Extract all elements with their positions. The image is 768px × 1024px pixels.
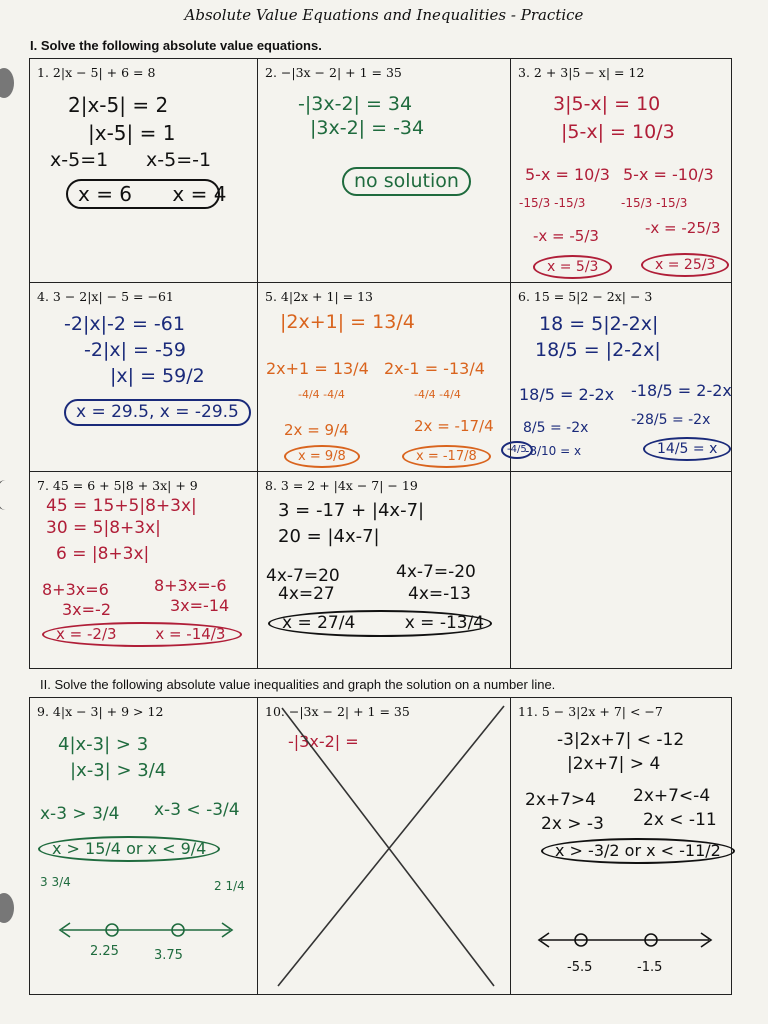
problem-4-work-2: -2|x| = -59 — [84, 339, 187, 361]
problem-1-work-2: |x-5| = 1 — [88, 121, 176, 145]
problem-1-answer-box — [66, 179, 227, 209]
problem-3-work-7: -x = -5/3 — [533, 227, 599, 245]
problem-11-answer: x > -3/2 or x < -11/2 — [541, 838, 735, 864]
problem-11-work-6: 2x < -11 — [643, 810, 717, 830]
problem-5-work-4: -4/4 -4/4 — [298, 388, 345, 401]
problem-2-prompt: 2. −|3x − 2| + 1 = 35 — [265, 65, 402, 80]
problem-4-prompt: 4. 3 − 2|x| − 5 = −61 — [37, 289, 174, 304]
problem-6-work-5: 8/5 = -2x — [523, 420, 589, 436]
problem-3-prompt: 3. 2 + 3|5 − x| = 12 — [518, 65, 645, 80]
problem-7-work-2: 30 = 5|8+3x| — [46, 518, 161, 538]
problem-3-work-1: 3|5-x| = 10 — [553, 93, 661, 115]
problem-11-nl-label-a: -5.5 — [567, 960, 593, 975]
punch-hole-bottom — [0, 893, 14, 923]
worksheet-title: Absolute Value Equations and Inequalities - Practice — [184, 6, 584, 24]
problem-7-work-4: 8+3x=6 — [42, 580, 109, 599]
problem-9-cell — [30, 698, 258, 994]
problem-8-work-3: 4x-7=20 — [266, 566, 340, 586]
problem-8-work-6: 4x=-13 — [408, 584, 471, 604]
problem-1-cell — [30, 59, 258, 283]
problem-3-work-4: 5-x = -10/3 — [623, 165, 714, 184]
problem-11-work-3: 2x+7>4 — [525, 790, 596, 810]
problem-9-prompt: 9. 4|x − 3| + 9 > 12 — [37, 704, 164, 719]
problem-11-work-5: 2x > -3 — [541, 814, 604, 834]
problem-6-cell — [507, 283, 732, 472]
problem-9-number-line — [56, 918, 236, 942]
empty-cell — [511, 472, 731, 668]
problem-7-answer-a: x = -2/3 — [56, 625, 117, 643]
problem-5-answer-a: x = 9/8 — [284, 445, 360, 468]
problem-9-work-5: 3 3/4 — [40, 875, 71, 889]
problem-3-work-5: -15/3 -15/3 — [519, 196, 586, 210]
problem-5-work-3: 2x-1 = -13/4 — [384, 359, 485, 378]
problem-11-work-4: 2x+7<-4 — [633, 786, 711, 806]
problem-8-answer-b: x = -13/4 — [404, 613, 485, 633]
problem-11-work-2: |2x+7| > 4 — [567, 754, 661, 774]
problem-6-work-4: -18/5 = 2-2x — [631, 381, 732, 400]
problem-9-work-6: 2 1/4 — [214, 879, 245, 893]
problem-9-work-1: 4|x-3| > 3 — [58, 734, 149, 755]
problem-6-prompt: 6. 15 = 5|2 − 2x| − 3 — [518, 289, 653, 304]
problem-7-work-7: 3x=-14 — [170, 596, 230, 615]
problem-7-work-5: 8+3x=-6 — [154, 576, 227, 595]
problem-4-work-3: |x| = 59/2 — [110, 365, 205, 387]
punch-hole-top — [0, 68, 14, 98]
problem-5-work-2: 2x+1 = 13/4 — [266, 359, 369, 378]
problem-8-work-4: 4x-7=-20 — [396, 562, 476, 582]
problem-7-work-3: 6 = |8+3x| — [56, 544, 150, 564]
problem-2-work-2: |3x-2| = -34 — [310, 117, 425, 139]
problem-6-work-3: 18/5 = 2-2x — [519, 385, 615, 404]
problem-9-nl-label-b: 3.75 — [154, 948, 183, 963]
problem-6-answer-b: 14/5 = x — [643, 437, 731, 461]
problem-1-work-3: x-5=1 — [50, 149, 109, 171]
problem-3-work-3: 5-x = 10/3 — [525, 165, 610, 184]
problem-8-prompt: 8. 3 = 2 + |4x − 7| − 19 — [265, 478, 418, 493]
problem-10-work-1: -|3x-2| = — [288, 732, 359, 751]
problem-9-answer: x > 15/4 or x < 9/4 — [38, 836, 220, 862]
problem-1-prompt: 1. 2|x − 5| + 6 = 8 — [37, 65, 156, 80]
problem-3-work-2: |5-x| = 10/3 — [561, 121, 675, 143]
problem-11-cell — [511, 698, 731, 994]
problem-9-work-3: x-3 > 3/4 — [40, 804, 120, 824]
problem-11-nl-label-b: -1.5 — [637, 960, 663, 975]
problem-4-cell — [30, 283, 258, 472]
problem-7-cell — [30, 472, 258, 668]
problem-5-work-6: 2x = 9/4 — [284, 421, 349, 439]
problem-3-cell — [511, 59, 731, 283]
problem-5-work-5: -4/4 -4/4 — [414, 388, 461, 401]
problem-9-work-2: |x-3| > 3/4 — [70, 760, 167, 781]
problem-6-work-6: -28/5 = -2x — [631, 412, 711, 428]
problem-1-work-1: 2|x-5| = 2 — [68, 93, 169, 117]
equations-grid — [29, 58, 732, 669]
section-2-heading: II. Solve the following absolute value inequalities and graph the solution on a number line. — [40, 677, 556, 692]
problem-8-work-5: 4x=27 — [278, 584, 335, 604]
problem-8-work-1: 3 = -17 + |4x-7| — [278, 500, 425, 521]
problem-8-cell — [258, 472, 511, 668]
problem-6-work-2: 18/5 = |2-2x| — [535, 339, 661, 361]
problem-3-answer-a: x = 5/3 — [533, 255, 612, 279]
inequalities-grid — [29, 697, 732, 995]
problem-11-work-1: -3|2x+7| < -12 — [557, 730, 685, 750]
punch-hole-middle — [0, 480, 17, 510]
problem-7-work-1: 45 = 15+5|8+3x| — [46, 496, 197, 516]
problem-4-answer: x = 29.5, x = -29.5 — [64, 399, 251, 426]
problem-4-work-1: -2|x|-2 = -61 — [64, 313, 185, 335]
problem-10-cell — [258, 698, 511, 994]
problem-1-answer-b: x = 4 — [172, 182, 227, 206]
problem-5-cell — [258, 283, 511, 472]
problem-2-answer: no solution — [342, 167, 471, 196]
problem-7-prompt: 7. 45 = 6 + 5|8 + 3x| + 9 — [37, 478, 198, 493]
problem-3-answer-b: x = 25/3 — [641, 253, 729, 277]
problem-3-work-8: -x = -25/3 — [645, 219, 721, 237]
problem-8-answer-box — [268, 610, 492, 637]
problem-5-work-1: |2x+1| = 13/4 — [280, 311, 415, 333]
problem-7-answer-b: x = -14/3 — [155, 625, 226, 643]
problem-1-answer-a: x = 6 — [78, 182, 133, 206]
problem-5-prompt: 5. 4|2x + 1| = 13 — [265, 289, 373, 304]
problem-9-nl-label-a: 2.25 — [90, 944, 119, 959]
problem-8-work-2: 20 = |4x-7| — [278, 526, 380, 547]
problem-5-answer-b: x = -17/8 — [402, 445, 491, 468]
problem-7-work-6: 3x=-2 — [62, 600, 112, 619]
problem-6-answer-a: -4/5 — [501, 441, 533, 459]
problem-9-work-4: x-3 < -3/4 — [154, 800, 240, 820]
problem-7-answer-box — [42, 622, 242, 647]
problem-3-work-6: -15/3 -15/3 — [621, 196, 688, 210]
problem-2-cell — [258, 59, 511, 283]
problem-10-cross-out — [258, 698, 511, 996]
section-1-heading: I. Solve the following absolute value equations. — [30, 38, 322, 53]
problem-10-prompt: 10. −|3x − 2| + 1 = 35 — [265, 704, 410, 719]
problem-5-work-7: 2x = -17/4 — [414, 417, 494, 435]
problem-8-answer-a: x = 27/4 — [282, 613, 356, 633]
problem-6-work-1: 18 = 5|2-2x| — [539, 313, 659, 335]
problem-11-prompt: 11. 5 − 3|2x + 7| < −7 — [518, 704, 663, 719]
problem-1-work-4: x-5=-1 — [146, 149, 212, 171]
problem-2-work-1: -|3x-2| = 34 — [298, 93, 413, 115]
problem-11-number-line — [535, 928, 715, 952]
problem-6-work-7: -8/10 = x — [525, 444, 582, 458]
